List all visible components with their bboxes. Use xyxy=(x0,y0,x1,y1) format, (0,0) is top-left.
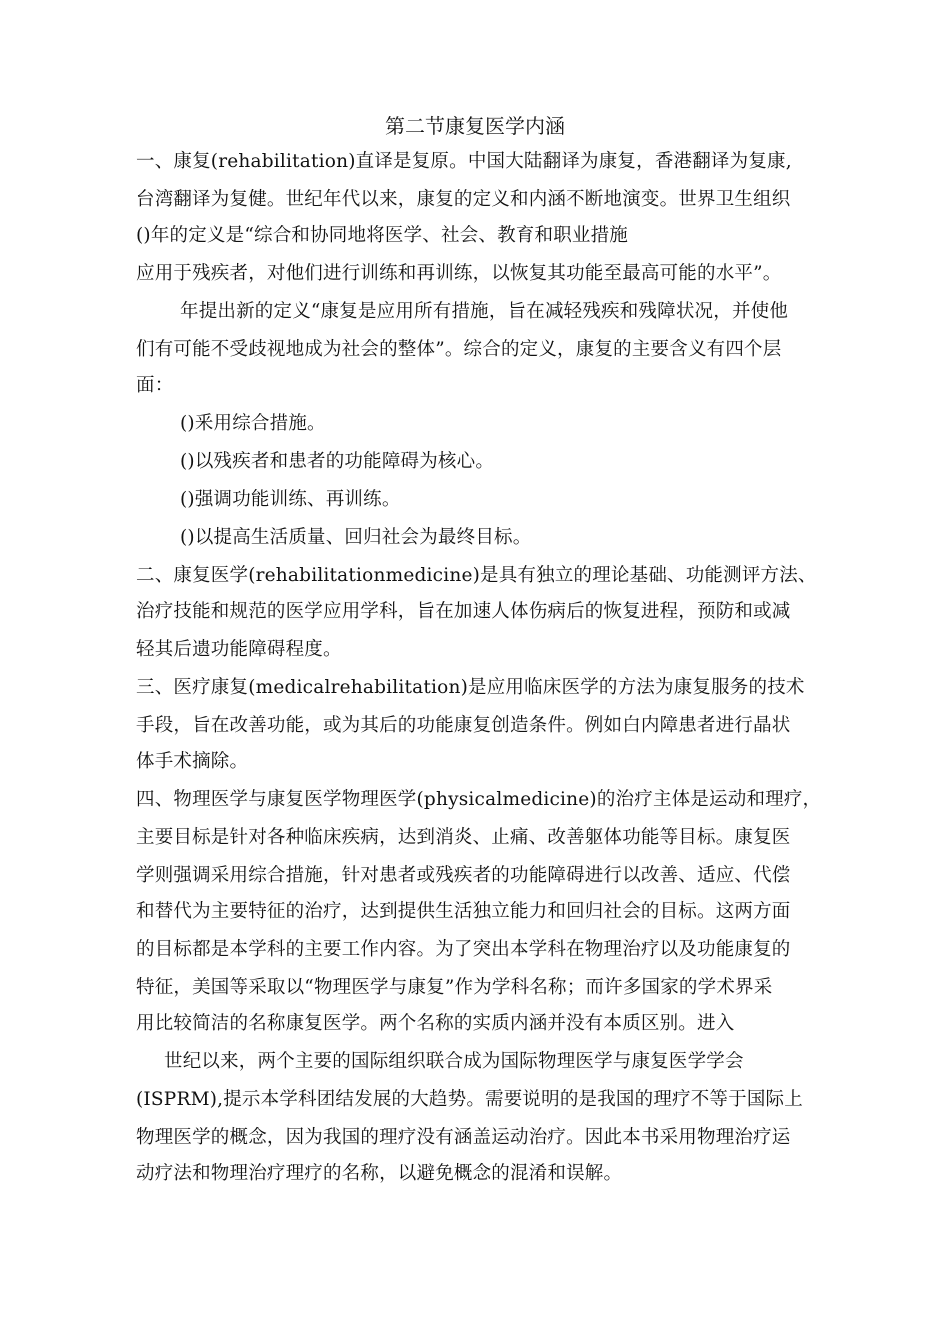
text-line: ()年的定义是“综合和协同地将医学、社会、教育和职业措施 xyxy=(136,225,628,246)
list-item: ()釆用综合措施。 xyxy=(180,413,326,434)
text-line: 们有可能不受歧视地成为社会的整体”。综合的定义，康复的主要含义有四个层 xyxy=(136,339,782,360)
text-line: 四、物理医学与康复医学物理医学(physicalmedicine)的治疗主体是运动和理疗， xyxy=(136,789,822,810)
text-line: 学则强调采用综合措施，针对患者或残疾者的功能障碍进行以改善、适应、代偿 xyxy=(136,865,791,886)
text-line: 轻其后遗功能障碍程度。 xyxy=(136,639,342,660)
text-line: 和替代为主要特征的治疗，达到提供生活独立能力和回归社会的目标。这两方面 xyxy=(136,901,791,922)
text-line: 手段，旨在改善功能，或为其后的功能康复创造条件。例如白内障患者进行晶状 xyxy=(136,715,791,736)
text-line: 治疗技能和规范的医学应用学科，旨在加速人体伤病后的恢复进程，预防和或减 xyxy=(136,601,791,622)
text-line: 台湾翻译为复健。世纪年代以来，康复的定义和内涵不断地演变。世界卫生组织 xyxy=(136,189,791,210)
text-line: 物理医学的概念，因为我国的理疗没有涵盖运动治疗。因此本书采用物理治疗运 xyxy=(136,1127,791,1148)
text-line: (ISPRM),提示本学科团结发展的大趋势。需要说明的是我国的理疗不等于国际上 xyxy=(136,1089,803,1110)
text-line: 主要目标是针对各种临床疾病，达到消炎、止痛、改善躯体功能等目标。康复医 xyxy=(136,827,791,848)
text-line: 体手术摘除。 xyxy=(136,751,249,772)
list-item: ()强调功能训练、再训练。 xyxy=(180,489,401,510)
text-line: 特征，美国等采取以“物理医学与康复”作为学科名称；而许多国家的学术界采 xyxy=(136,977,773,998)
text-line: 的目标都是本学科的主要工作内容。为了突出本学科在物理治疗以及功能康复的 xyxy=(136,939,791,960)
text-line: 应用于残疾者，对他们进行训练和再训练，以恢复其功能至最高可能的水平”。 xyxy=(136,263,782,284)
text-line: 年提出新的定义“康复是应用所有措施，旨在减轻残疾和残障状况，并使他 xyxy=(180,301,789,322)
list-item: ()以残疾者和患者的功能障碍为核心。 xyxy=(180,451,495,472)
text-line: 用比较简洁的名称康复医学。两个名称的实质内涵并没有本质区别。进入 xyxy=(136,1013,735,1034)
text-line: 一、康复(rehabilitation)直译是复原。中国大陆翻译为康复，香港翻译为复康, xyxy=(136,151,792,172)
text-line: 三、医疗康复(medicalrehabilitation)是应用临床医学的方法为康复服务的技术 xyxy=(136,677,805,698)
list-item: ()以提高生活质量、回归社会为最终目标。 xyxy=(180,527,532,548)
text-line: 动疗法和物理治疗理疗的名称，以避免概念的混淆和误解。 xyxy=(136,1163,623,1184)
text-line: 面： xyxy=(136,375,174,396)
text-line: 二、康复医学(rehabilitationmedicine)是具有独立的理论基础、功能测评方法、 xyxy=(136,565,817,586)
section-title: 第二节康复医学内涵 xyxy=(385,114,565,138)
text-line: 世纪以来，两个主要的国际组织联合成为国际物理医学与康复医学学会 xyxy=(164,1051,744,1072)
